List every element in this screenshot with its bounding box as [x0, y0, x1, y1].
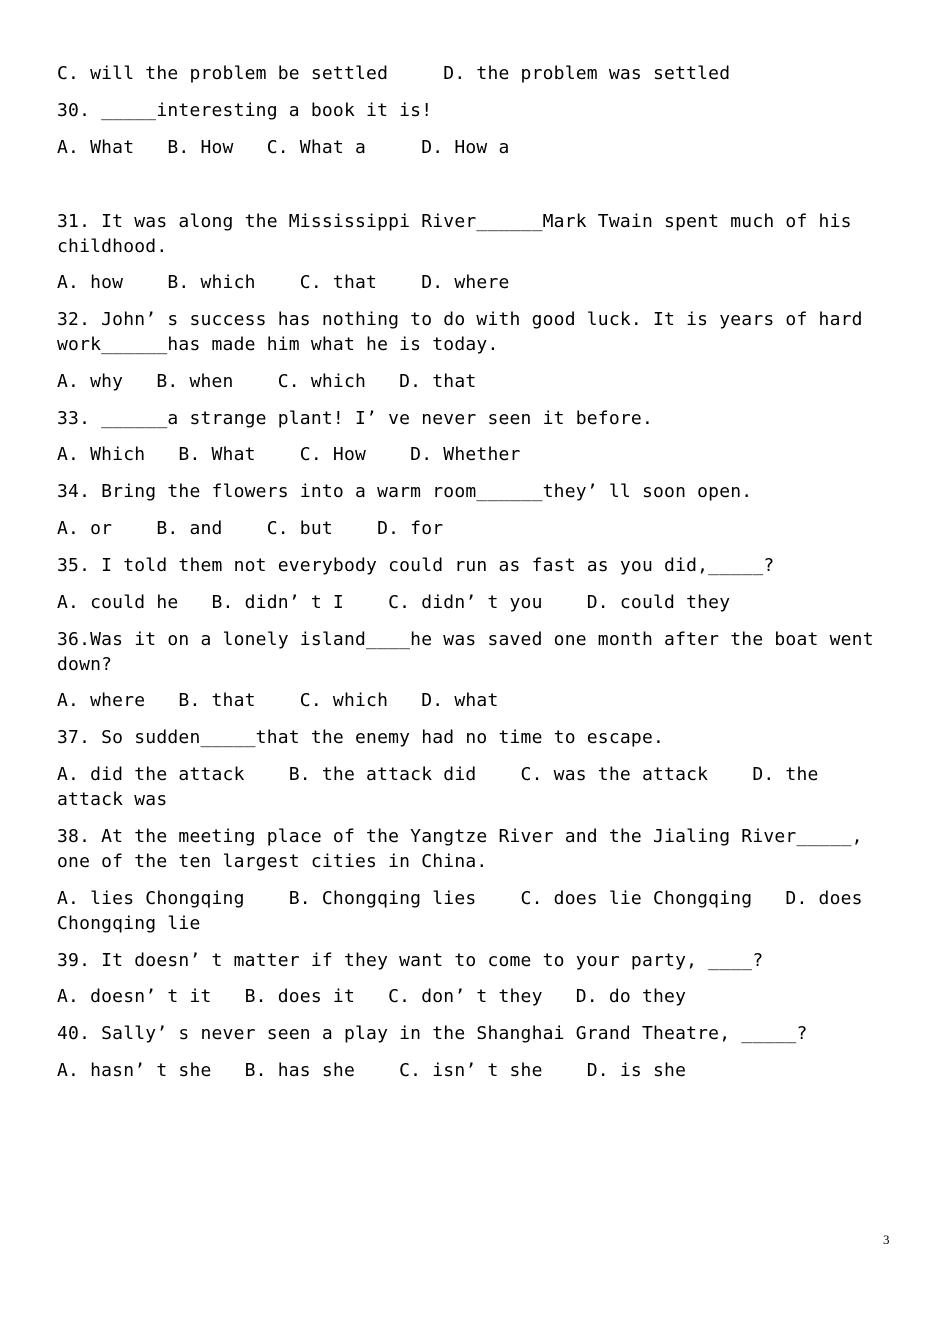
q38-options: A. lies Chongqing B. Chongqing lies C. does lie Chongqing D. does Chongqing lie	[57, 888, 874, 934]
question-39: 39. It doesn’ t matter if they want to come to your party, ____?	[57, 950, 764, 971]
q35-options: A. could he B. didn’ t I C. didn’ t you D. could they	[57, 592, 731, 613]
q32-options: A. why B. when C. which D. that	[57, 371, 477, 392]
question-35: 35. I told them not everybody could run as fast as you did,_____?	[57, 555, 775, 576]
q34-options: A. or B. and C. but D. for	[57, 518, 444, 539]
question-33: 33. ______a strange plant! I’ ve never seen it before.	[57, 408, 653, 429]
page-number: 3	[883, 1232, 890, 1247]
q37-options: A. did the attack B. the attack did C. was the attack D. the attack was	[57, 764, 830, 810]
q36-options: A. where B. that C. which D. what	[57, 690, 499, 711]
question-34: 34. Bring the flowers into a warm room______they’ ll soon open.	[57, 481, 753, 502]
question-40: 40. Sally’ s never seen a play in the Shanghai Grand Theatre, _____?	[57, 1023, 808, 1044]
question-38: 38. At the meeting place of the Yangtze River and the Jialing River_____, one of the ten largest cities in China.	[57, 826, 874, 872]
question-30: 30. _____interesting a book it is!	[57, 100, 433, 121]
q33-options: A. Which B. What C. How D. Whether	[57, 444, 521, 465]
q39-options: A. doesn’ t it B. does it C. don’ t they D. do they	[57, 986, 687, 1007]
question-32: 32. John’ s success has nothing to do with good luck. It is years of hard work______has made him what he is today.	[57, 309, 874, 355]
q30-options: A. What B. How C. What a D. How a	[57, 137, 510, 158]
question-37: 37. So sudden_____that the enemy had no time to escape.	[57, 727, 665, 748]
question-36: 36.Was it on a lonely island____he was saved one month after the boat went down?	[57, 629, 885, 675]
q31-options: A. how B. which C. that D. where	[57, 272, 510, 293]
q29-options-continued: C. will the problem be settled D. the problem was settled	[57, 63, 731, 84]
q40-options: A. hasn’ t she B. has she C. isn’ t she D. is she	[57, 1060, 687, 1081]
question-31: 31. It was along the Mississippi River______Mark Twain spent much of his childhood.	[57, 211, 863, 257]
